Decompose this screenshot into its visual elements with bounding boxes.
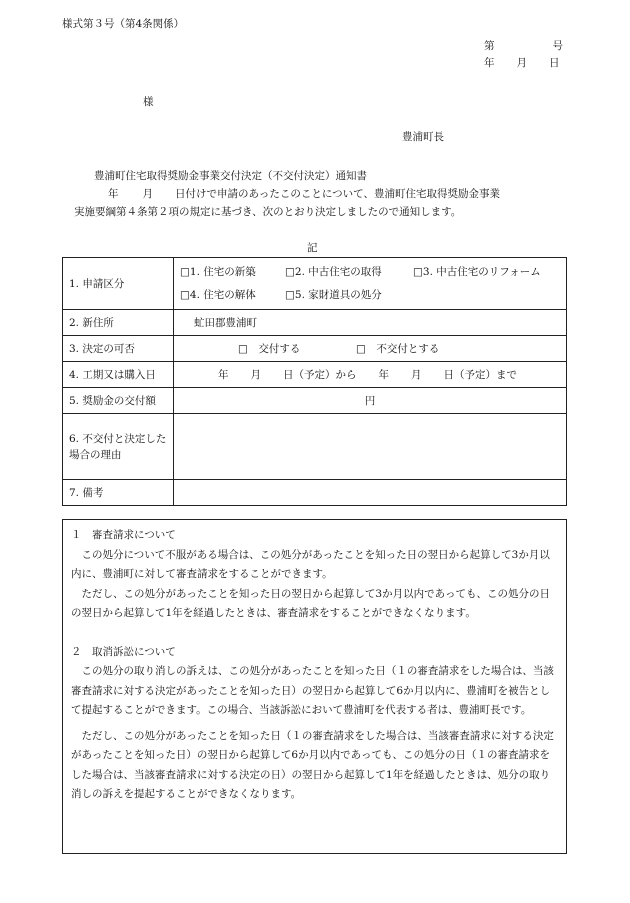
option-new-build[interactable]: □1. 住宅の新築 xyxy=(180,265,256,278)
row-label: 6. 不交付と決定した場合の理由 xyxy=(63,414,174,480)
ki-heading: 記 xyxy=(307,242,318,254)
application-category-options xyxy=(174,258,567,310)
issuer: 豊浦町長 xyxy=(402,131,444,143)
row-label: 3. 決定の可否 xyxy=(63,336,174,362)
lawsuit-paragraph-2: ただし、この処分があったことを知った日（１の審査請求をした場合は、当該審査請求に対する決定があったことを知った日）の翌日から起算して6か月以内であっても、この処分の日（１の審査請求をした場合は、当該審査請求に対する決定の日）の翌日から起算して1年を経過したときは、処分の取り消しの訴えを提起することができなくなります。 xyxy=(71,729,554,800)
review-paragraph-1: この処分について不服がある場合は、この処分があったことを知った日の翌日から起算して3か月以内に、豊浦町に対して審査請求をすることができます。 xyxy=(71,548,550,580)
body-rest: 日付けで申請のあったこのことについて、豊浦町住宅取得奨励金事業 xyxy=(175,188,500,200)
period-value: 年 月 日（予定）から 年 月 日（予定）まで xyxy=(174,362,567,388)
decision-options xyxy=(174,336,567,362)
review-paragraph-2: ただし、この処分があったことを知った日の翌日から起算して3か月以内であっても、この処分の日の翌日から起算して1年を経過したときは、審査請求をすることができなくなります。 xyxy=(71,587,550,619)
body-line-1 xyxy=(108,186,500,201)
section-heading-review: １ 審査請求について xyxy=(71,529,176,541)
day-label: 日 xyxy=(549,57,560,69)
document-number-line xyxy=(484,38,563,53)
new-address-value: 虻田郡豊浦町 xyxy=(174,310,567,336)
table-row xyxy=(63,388,567,414)
appeal-notice-box xyxy=(62,519,567,854)
application-table xyxy=(62,257,567,506)
remarks-value xyxy=(174,480,567,506)
row-label: 1. 申請区分 xyxy=(63,258,174,310)
lawsuit-paragraph-1: この処分の取り消しの訴えは、この処分があったことを知った日（１の審査請求をした場合は、当該審査請求に対する決定があったことを知った日）の翌日から起算して6か月以内に、豊浦町を被告として提起することができます。この場合、当該訴訟において豊浦町を代表する者は、豊浦町長です。 xyxy=(71,665,554,716)
body-month: 月 xyxy=(142,188,153,200)
month-label: 月 xyxy=(516,57,527,69)
option-used-reform[interactable]: □3. 中古住宅のリフォーム xyxy=(413,265,541,278)
form-number: 様式第３号（第4条関係） xyxy=(62,18,185,30)
table-row xyxy=(63,414,567,480)
document-title: 豊浦町住宅取得奨励金事業交付決定（不交付決定）通知書 xyxy=(94,170,367,182)
table-row xyxy=(63,258,567,310)
body-line-2: 実施要綱第４条第２項の規定に基づき、次のとおり決定しましたので通知します。 xyxy=(74,206,462,218)
row-label: 4. 工期又は購入日 xyxy=(63,362,174,388)
section-heading-lawsuit: ２ 取消訴訟について xyxy=(71,645,176,658)
row-label: 2. 新住所 xyxy=(63,310,174,336)
body-year: 年 xyxy=(108,188,119,200)
year-label: 年 xyxy=(484,57,495,69)
option-grant[interactable]: □ 交付する xyxy=(238,343,301,355)
table-row xyxy=(63,310,567,336)
table-row xyxy=(63,336,567,362)
option-used-purchase[interactable]: □2. 中古住宅の取得 xyxy=(285,265,382,278)
go-label: 号 xyxy=(552,40,563,52)
option-demolition[interactable]: □4. 住宅の解体 xyxy=(180,288,256,301)
grant-amount-value xyxy=(174,388,567,414)
table-row xyxy=(63,362,567,388)
table-row xyxy=(63,480,567,506)
addressee: 様 xyxy=(143,96,154,108)
rejection-reason-value xyxy=(174,414,567,480)
dai-label: 第 xyxy=(484,40,495,52)
row-label: 5. 奨励金の交付額 xyxy=(63,388,174,414)
yen-unit: 円 xyxy=(364,395,376,407)
row-label: 7. 備考 xyxy=(63,480,174,506)
issue-date-line xyxy=(484,55,560,70)
option-furniture-disposal[interactable]: □5. 家財道具の処分 xyxy=(285,288,382,301)
option-deny[interactable]: □ 不交付とする xyxy=(356,343,440,355)
